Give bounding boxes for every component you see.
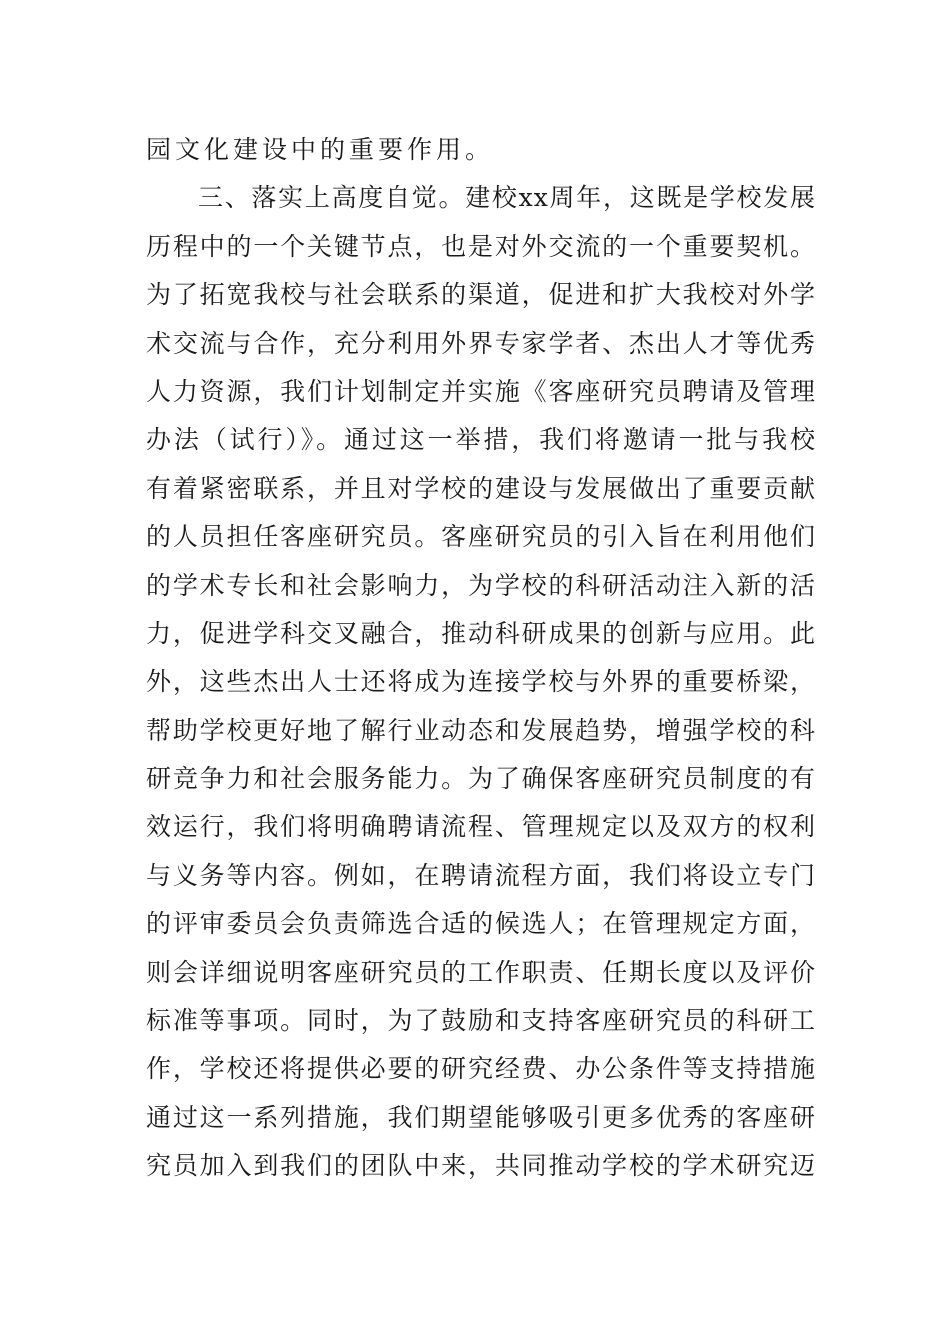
text-line: 的人员担任客座研究员。客座研究员的引入旨在利用他们 xyxy=(146,522,816,552)
text-line: 作，学校还将提供必要的研究经费、办公条件等支持措施 xyxy=(146,1054,816,1084)
text-line: 效运行，我们将明确聘请流程、管理规定以及双方的权利 xyxy=(146,812,816,842)
text-line: 的学术专长和社会影响力，为学校的科研活动注入新的活 xyxy=(146,570,816,600)
text-line: 术交流与合作，充分利用外界专家学者、杰出人才等优秀 xyxy=(146,328,816,358)
text-line: 究员加入到我们的团队中来，共同推动学校的学术研究迈 xyxy=(146,1151,816,1181)
section-heading-line: 三、落实上高度自觉。建校xx周年，这既是学校发展 xyxy=(198,183,816,213)
text-line: 则会详细说明客座研究员的工作职责、任期长度以及评价 xyxy=(146,957,816,987)
text-line: 历程中的一个关键节点，也是对外交流的一个重要契机。 xyxy=(146,231,816,261)
text-line: 有着紧密联系，并且对学校的建设与发展做出了重要贡献 xyxy=(146,473,816,503)
text-line: 通过这一系列措施，我们期望能够吸引更多优秀的客座研 xyxy=(146,1102,816,1132)
text-line: 研竞争力和社会服务能力。为了确保客座研究员制度的有 xyxy=(146,764,816,794)
text-line: 人力资源，我们计划制定并实施《客座研究员聘请及管理 xyxy=(146,376,816,406)
text-line: 力，促进学科交叉融合，推动科研成果的创新与应用。此 xyxy=(146,618,816,648)
text-line: 标准等事项。同时，为了鼓励和支持客座研究员的科研工 xyxy=(146,1006,816,1036)
text-line: 外，这些杰出人士还将成为连接学校与外界的重要桥梁， xyxy=(146,667,816,697)
text-line: 的评审委员会负责筛选合适的候选人；在管理规定方面， xyxy=(146,909,816,939)
text-line: 为了拓宽我校与社会联系的渠道，促进和扩大我校对外学 xyxy=(146,280,816,310)
text-line: 与义务等内容。例如，在聘请流程方面，我们将设立专门 xyxy=(146,860,816,890)
text-line: 帮助学校更好地了解行业动态和发展趋势，增强学校的科 xyxy=(146,715,816,745)
document-body xyxy=(146,126,816,1191)
text-line: 园文化建设中的重要作用。 xyxy=(146,135,495,164)
text-line: 办法（试行）》。通过这一举措，我们将邀请一批与我校 xyxy=(146,425,816,455)
